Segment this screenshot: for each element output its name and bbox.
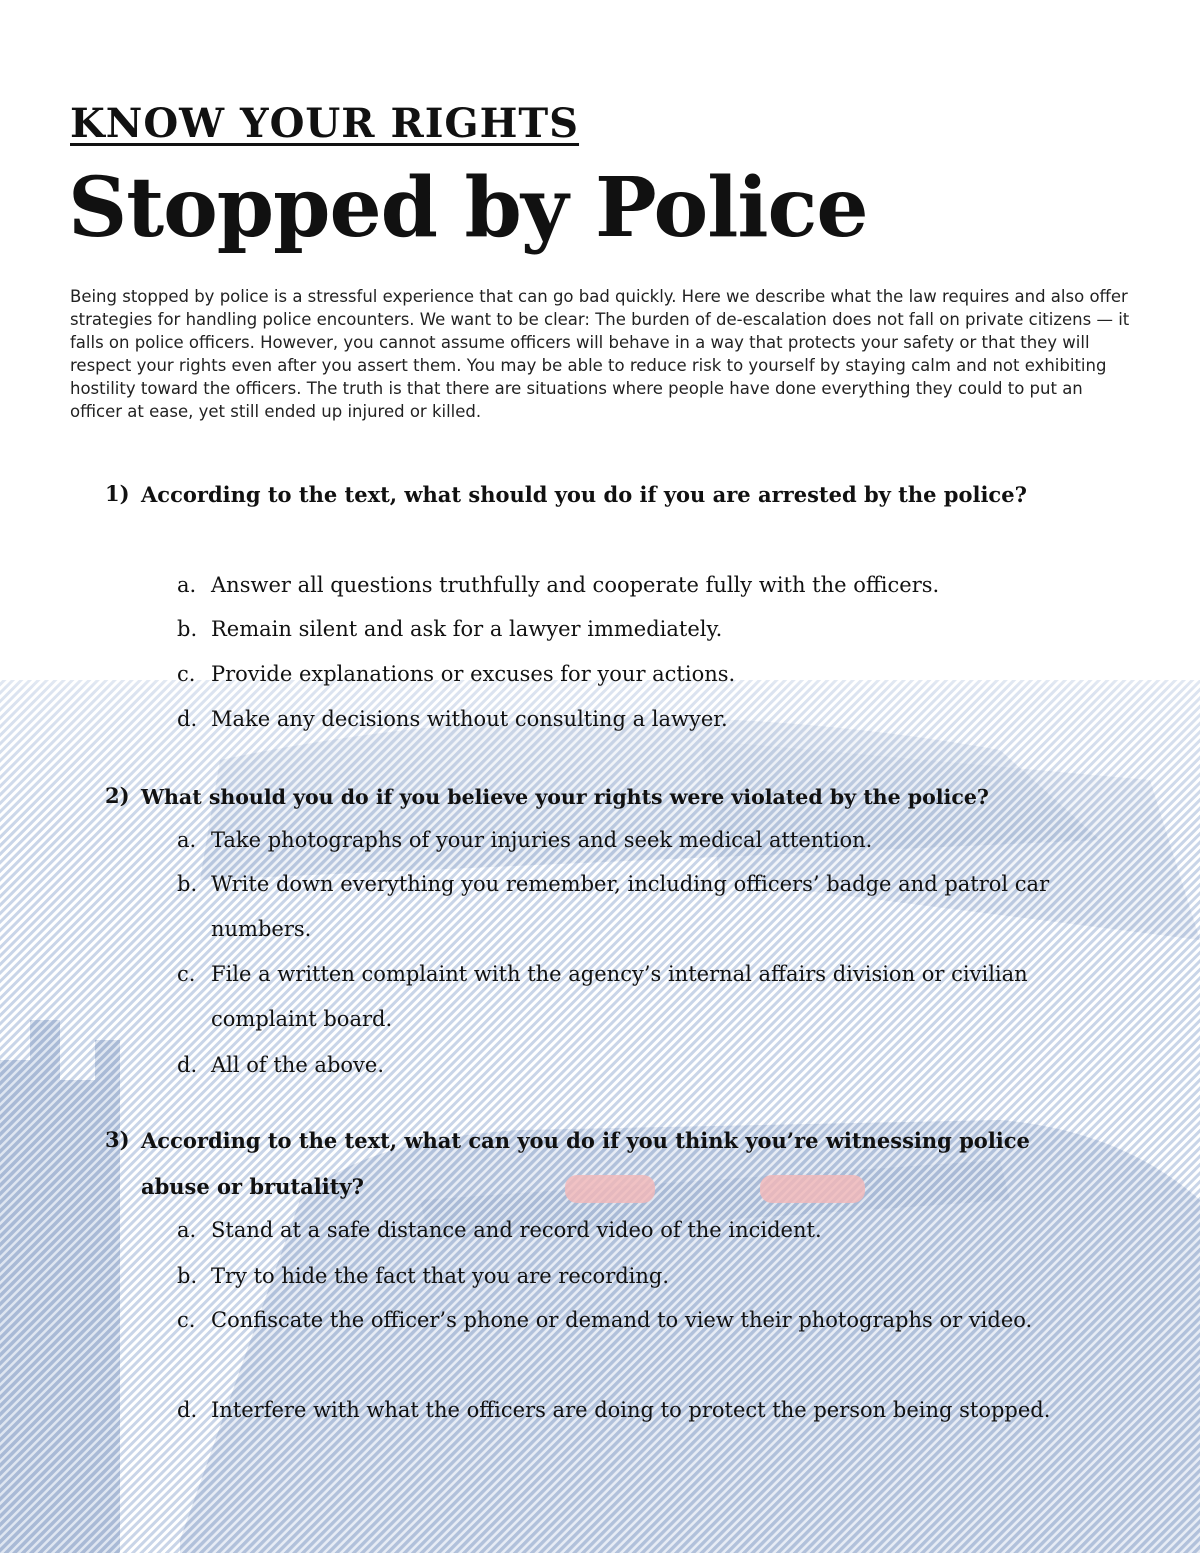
option-letter: c. xyxy=(177,962,196,986)
option-text: Write down everything you remember, including officers’ badge and patrol car numbers. xyxy=(211,872,1050,941)
option-text: Remain silent and ask for a lawyer immediately. xyxy=(211,617,723,641)
option-text: Stand at a safe distance and record video of the incident. xyxy=(211,1218,822,1242)
option-letter: a. xyxy=(177,828,197,852)
option-text: Answer all questions truthfully and cooperate fully with the officers. xyxy=(211,573,940,597)
option-letter: b. xyxy=(177,617,198,641)
option-text: All of the above. xyxy=(211,1053,385,1077)
option-letter: c. xyxy=(177,1308,196,1332)
option-text: Provide explanations or excuses for your actions. xyxy=(211,662,736,686)
option-letter: c. xyxy=(177,662,196,686)
option-text: File a written complaint with the agency’s internal affairs division or civilian complaint board. xyxy=(211,962,1028,1031)
kicker-heading: KNOW YOUR RIGHTS xyxy=(70,100,580,147)
option-text: Take photographs of your injuries and seek medical attention. xyxy=(211,828,873,852)
option-letter: d. xyxy=(177,1053,198,1077)
option-letter: a. xyxy=(177,573,197,597)
question-number: 3) xyxy=(105,1127,130,1152)
option-letter: a. xyxy=(177,1218,197,1242)
option-text: Interfere with what the officers are doing to protect the person being stopped. xyxy=(211,1398,1051,1422)
option-text: Confiscate the officer’s phone or demand to view their photographs or video. xyxy=(211,1308,1033,1332)
question-text: What should you do if you believe your rights were violated by the police? xyxy=(141,785,989,809)
intro-paragraph: Being stopped by police is a stressful experience that can go bad quickly. Here we describe what the law requires and also offer strategies for handling police encounters. We want to be clear: The burden of de-escalation does not fall on private citizens — it falls on police officers. However, you cannot assume officers will behave in a way that protects your safety or that they will respect your rights even after you assert them. You may be able to reduce risk to yourself by staying calm and not exhibiting hostility toward the officers. The truth is that there are situations where people have done everything they could to put an officer at ease, yet still ended up injured or killed. xyxy=(70,287,1130,421)
question-text: According to the text, what should you do if you are arrested by the police? xyxy=(141,482,1027,507)
question-number: 1) xyxy=(105,481,130,506)
option-letter: b. xyxy=(177,1264,198,1288)
option-text: Try to hide the fact that you are recording. xyxy=(211,1264,670,1288)
option-letter: b. xyxy=(177,872,198,896)
option-letter: d. xyxy=(177,707,198,731)
page-title: Stopped by Police xyxy=(68,160,868,256)
question-text: According to the text, what can you do if you think you’re witnessing police abuse or brutality? xyxy=(141,1128,1030,1199)
option-text: Make any decisions without consulting a lawyer. xyxy=(211,707,728,731)
option-letter: d. xyxy=(177,1398,198,1422)
question-number: 2) xyxy=(105,783,130,808)
